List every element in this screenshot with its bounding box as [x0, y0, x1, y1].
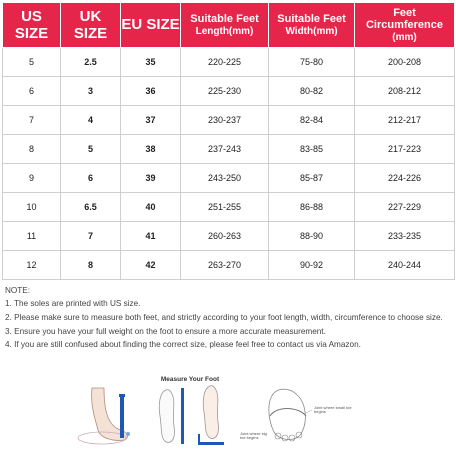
cell-uk: 7	[61, 222, 121, 251]
cell-width: 83-85	[269, 135, 355, 164]
cell-circumference: 212-217	[355, 106, 455, 135]
table-header-row	[3, 3, 455, 48]
table-row	[3, 193, 455, 222]
footprint-length-icon	[159, 388, 184, 444]
cell-width: 88-90	[269, 222, 355, 251]
table-row	[3, 164, 455, 193]
cell-eu: 42	[121, 251, 181, 280]
cell-circumference: 200-208	[355, 48, 455, 77]
size-table	[2, 2, 455, 280]
note-line-4: 4. If you are still confused about finding the correct size, please feel free to contact us via Amazon.	[5, 340, 361, 350]
cell-length: 220-225	[181, 48, 269, 77]
cell-circumference: 227-229	[355, 193, 455, 222]
measure-foot-illustration	[70, 376, 390, 452]
cell-width: 90-92	[269, 251, 355, 280]
cell-us: 6	[3, 77, 61, 106]
header-foot-width-line2: Width(mm)	[285, 25, 338, 37]
cell-length: 225-230	[181, 77, 269, 106]
cell-width: 86-88	[269, 193, 355, 222]
label-big-toe-joint: Joint where big toe begins	[240, 431, 267, 440]
cell-circumference: 208-212	[355, 77, 455, 106]
cell-uk: 6.5	[61, 193, 121, 222]
table-row	[3, 77, 455, 106]
cell-us: 8	[3, 135, 61, 164]
header-uk-size: UK SIZE	[61, 3, 121, 48]
foot-circumference-icon	[269, 389, 312, 441]
cell-us: 9	[3, 164, 61, 193]
cell-us: 10	[3, 193, 61, 222]
cell-eu: 38	[121, 135, 181, 164]
header-foot-circumference-line1: Feet Circumference	[365, 6, 444, 32]
cell-eu: 41	[121, 222, 181, 251]
notes-section	[5, 286, 453, 354]
table-row	[3, 251, 455, 280]
measure-foot-caption: Measure Your Foot	[160, 376, 220, 383]
cell-eu: 36	[121, 77, 181, 106]
label-small-toe-joint: Joint where small toe begins	[314, 405, 352, 414]
cell-length: 263-270	[181, 251, 269, 280]
header-foot-circumference-line2: (mm)	[392, 31, 417, 43]
cell-us: 11	[3, 222, 61, 251]
header-foot-length-line1: Suitable Feet	[190, 12, 259, 25]
footprint-width-icon	[198, 386, 224, 445]
table-row	[3, 222, 455, 251]
note-line-1: 1. The soles are printed with US size.	[5, 298, 141, 308]
header-foot-length	[181, 3, 269, 48]
foot-diagrams	[70, 376, 390, 452]
note-line-2: 2. Please make sure to measure both feet, and strictly according to your foot length, width, circumference to choose size.	[5, 312, 443, 322]
header-foot-length-line2: Length(mm)	[195, 25, 254, 37]
cell-width: 80-82	[269, 77, 355, 106]
cell-uk: 2.5	[61, 48, 121, 77]
header-foot-width	[269, 3, 355, 48]
cell-uk: 6	[61, 164, 121, 193]
cell-us: 5	[3, 48, 61, 77]
cell-uk: 3	[61, 77, 121, 106]
cell-length: 260-263	[181, 222, 269, 251]
cell-length: 243-250	[181, 164, 269, 193]
cell-width: 75-80	[269, 48, 355, 77]
header-eu-size: EU SIZE	[121, 3, 181, 48]
cell-circumference: 233-235	[355, 222, 455, 251]
cell-eu: 40	[121, 193, 181, 222]
cell-circumference: 224-226	[355, 164, 455, 193]
table-row	[3, 48, 455, 77]
cell-uk: 8	[61, 251, 121, 280]
table-row	[3, 135, 455, 164]
cell-circumference: 217-223	[355, 135, 455, 164]
cell-length: 230-237	[181, 106, 269, 135]
cell-width: 85-87	[269, 164, 355, 193]
cell-us: 7	[3, 106, 61, 135]
cell-eu: 37	[121, 106, 181, 135]
cell-length: 237-243	[181, 135, 269, 164]
header-foot-width-line1: Suitable Feet	[277, 12, 346, 25]
cell-circumference: 240-244	[355, 251, 455, 280]
cell-width: 82-84	[269, 106, 355, 135]
cell-us: 12	[3, 251, 61, 280]
cell-eu: 35	[121, 48, 181, 77]
table-row	[3, 106, 455, 135]
foot-side-view-icon	[78, 388, 130, 444]
header-us-size: US SIZE	[3, 3, 61, 48]
header-foot-circumference	[355, 3, 455, 48]
cell-length: 251-255	[181, 193, 269, 222]
cell-uk: 5	[61, 135, 121, 164]
cell-eu: 39	[121, 164, 181, 193]
note-line-3: 3. Ensure you have your full weight on the foot to ensure a more accurate measurement.	[5, 326, 326, 336]
cell-uk: 4	[61, 106, 121, 135]
notes-title: NOTE:	[5, 286, 31, 295]
